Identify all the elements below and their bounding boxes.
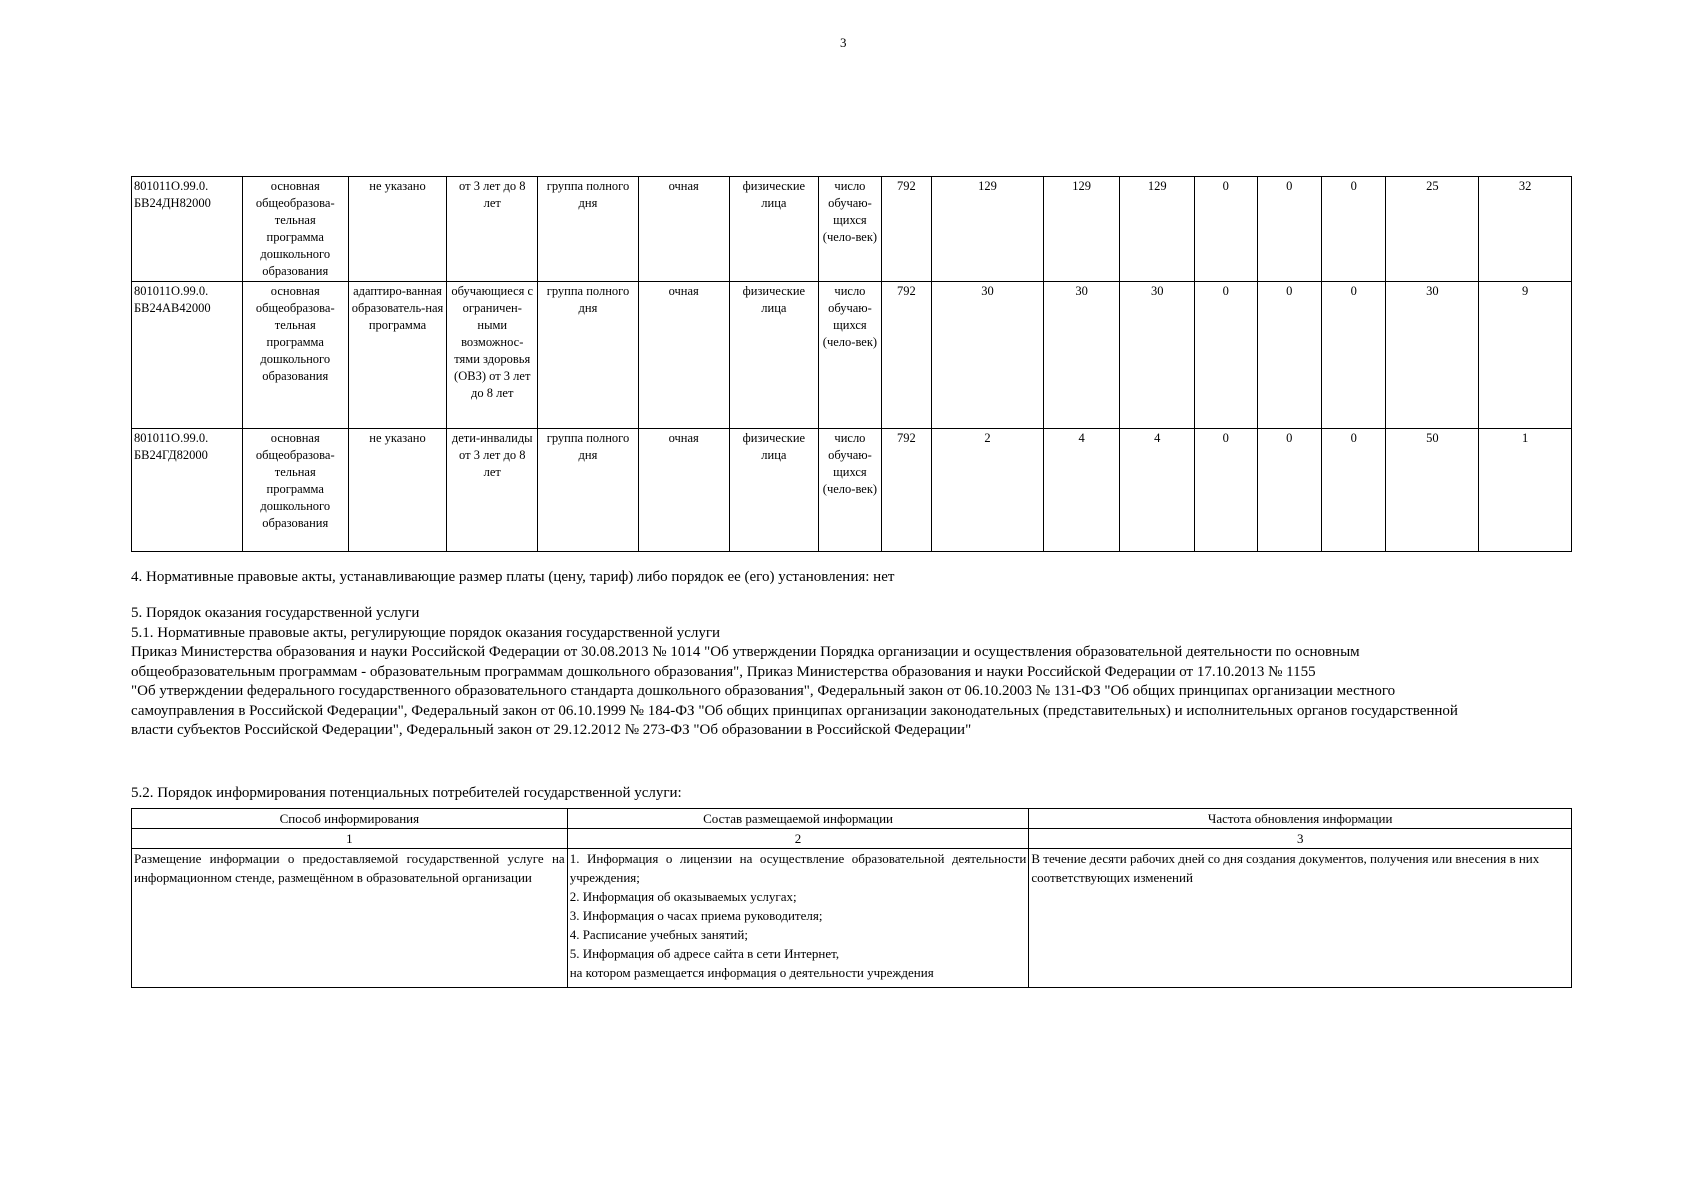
value-cell: 129 <box>1120 177 1195 282</box>
section-5-1-heading: 5.1. Нормативные правовые акты, регулирующие порядок оказания государственной услуги <box>131 624 721 641</box>
value-cell: 0 <box>1321 177 1385 282</box>
value-cell: 32 <box>1479 177 1572 282</box>
value-cell: 30 <box>1043 282 1120 429</box>
value-cell: 4 <box>1043 429 1120 552</box>
section-5-heading: 5. Порядок оказания государственной услуги <box>131 605 420 621</box>
program-name: основная общеобразова-тельная программа дошкольного образования <box>242 282 348 429</box>
content-item: 1. Информация о лицензии на осуществление образовательной деятельности учреждения; <box>569 851 1027 885</box>
stay-mode: группа полного дня <box>538 177 639 282</box>
legal-acts-line: "Об утверждении федерального государственного образовательного стандарта дошкольного образования", Федеральный закон от 06.10.2003 № 131-ФЗ "Об общих принципах организации местного <box>131 683 1396 699</box>
consumers: физические лица <box>729 282 819 429</box>
content-item: 2. Информация об оказываемых услугах; <box>569 889 797 904</box>
content-item: на котором размещается информация о деятельности учреждения <box>569 965 934 980</box>
legal-acts-line: самоуправления в Российской Федерации", Федеральный закон от 06.10.1999 № 184-ФЗ "Об общих принципах организации законодательных (представительных) и исполнительных органов государственной <box>131 702 1458 719</box>
section-5 <box>131 604 1458 741</box>
table-header-row <box>132 809 1572 829</box>
value-cell: 0 <box>1257 429 1321 552</box>
registry-code: 801011О.99.0. БВ24АВ42000 <box>132 282 243 429</box>
registry-code: 801011О.99.0. БВ24ГД82000 <box>132 429 243 552</box>
column-number-row <box>132 829 1572 849</box>
column-number: 2 <box>567 829 1029 849</box>
column-header: Способ информирования <box>132 809 568 829</box>
information-content <box>567 849 1029 988</box>
legal-acts-line: Приказ Министерства образования и науки Российской Федерации от 30.08.2013 № 1014 "Об утверждении Порядка организации и осуществления образовательной деятельности по основным <box>131 644 1360 660</box>
education-form: очная <box>638 282 729 429</box>
legal-acts-line: общеобразовательным программам - образовательным программам дошкольного образования", Приказ Министерства образования и науки Российской Федерации от 17.10.2013 № 1155 <box>131 663 1316 680</box>
table-row <box>132 429 1572 552</box>
value-cell: 2 <box>932 429 1044 552</box>
consumers: физические лица <box>729 429 819 552</box>
content-item: 3. Информация о часах приема руководителя; <box>569 908 823 923</box>
okei-code: 792 <box>881 177 931 282</box>
value-cell: 129 <box>1043 177 1120 282</box>
stay-mode: группа полного дня <box>538 429 639 552</box>
table-row <box>132 177 1572 282</box>
content-item: 4. Расписание учебных занятий; <box>569 927 748 942</box>
education-form: очная <box>638 177 729 282</box>
content-item: 5. Информация об адресе сайта в сети Интернет, <box>569 946 840 961</box>
section-4 <box>131 568 894 588</box>
okei-code: 792 <box>881 282 931 429</box>
consumer-category: дети-инвалиды от 3 лет до 8 лет <box>447 429 538 552</box>
education-form: очная <box>638 429 729 552</box>
program-name: основная общеобразова-тельная программа дошкольного образования <box>242 429 348 552</box>
indicator-name: число обучаю-щихся (чело-век) <box>819 429 881 552</box>
stay-mode: группа полного дня <box>538 282 639 429</box>
column-number: 1 <box>132 829 568 849</box>
value-cell: 0 <box>1195 429 1257 552</box>
section-4-text: 4. Нормативные правовые акты, устанавливающие размер платы (цену, тариф) либо порядок ее (его) установления: нет <box>131 569 895 585</box>
services-volume-table <box>131 176 1572 552</box>
program-name: основная общеобразова-тельная программа дошкольного образования <box>242 177 348 282</box>
table-row <box>132 282 1572 429</box>
value-cell: 4 <box>1120 429 1195 552</box>
registry-code: 801011О.99.0. БВ24ДН82000 <box>132 177 243 282</box>
value-cell: 129 <box>932 177 1044 282</box>
value-cell: 0 <box>1257 282 1321 429</box>
value-cell: 25 <box>1386 177 1479 282</box>
page-number: 3 <box>840 35 847 50</box>
section-5-2-heading: 5.2. Порядок информирования потенциальных потребителей государственной услуги: <box>131 785 682 801</box>
informing-method: Размещение информации о предоставляемой государственной услуге на информационном стенде, размещённом в образовательной организации <box>132 849 568 988</box>
value-cell: 0 <box>1321 282 1385 429</box>
legal-acts-line: власти субъектов Российской Федерации", Федеральный закон от 29.12.2012 № 273-ФЗ "Об образовании в Российской Федерации" <box>131 722 972 738</box>
consumer-category: от 3 лет до 8 лет <box>447 177 538 282</box>
value-cell: 0 <box>1195 177 1257 282</box>
value-cell: 0 <box>1321 429 1385 552</box>
value-cell: 30 <box>932 282 1044 429</box>
indicator-name: число обучаю-щихся (чело-век) <box>819 177 881 282</box>
table-row <box>132 849 1572 988</box>
consumer-category: обучающиеся с ограничен-ными возможнос-тями здоровья (ОВЗ) от 3 лет до 8 лет <box>447 282 538 429</box>
section-5-2 <box>131 784 682 804</box>
consumers: физические лица <box>729 177 819 282</box>
value-cell: 30 <box>1386 282 1479 429</box>
update-frequency: В течение десяти рабочих дней со дня создания документов, получения или внесения в них соответствующих изменений <box>1029 849 1572 988</box>
informing-table <box>131 808 1572 988</box>
column-number: 3 <box>1029 829 1572 849</box>
indicator-name: число обучаю-щихся (чело-век) <box>819 282 881 429</box>
value-cell: 30 <box>1120 282 1195 429</box>
program-type: адаптиро-ванная образователь-ная программа <box>348 282 447 429</box>
program-type: не указано <box>348 429 447 552</box>
value-cell: 50 <box>1386 429 1479 552</box>
program-type: не указано <box>348 177 447 282</box>
column-header: Состав размещаемой информации <box>567 809 1029 829</box>
value-cell: 0 <box>1195 282 1257 429</box>
column-header: Частота обновления информации <box>1029 809 1572 829</box>
value-cell: 0 <box>1257 177 1321 282</box>
okei-code: 792 <box>881 429 931 552</box>
value-cell: 1 <box>1479 429 1572 552</box>
value-cell: 9 <box>1479 282 1572 429</box>
